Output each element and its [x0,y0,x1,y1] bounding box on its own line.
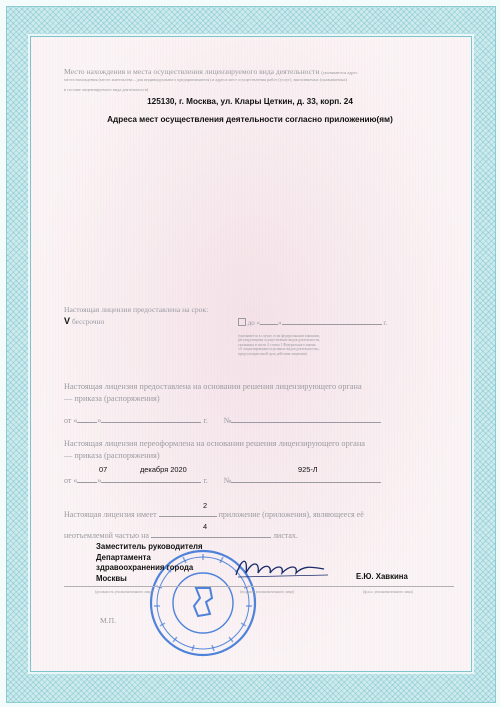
reissue-month-year: декабря 2020 [140,465,187,474]
term-until-quote: » [278,319,282,327]
position-line: Заместитель руководителя [96,542,203,551]
basis-day-field[interactable] [77,422,97,423]
reissue-quote: » [97,476,102,485]
term-month-field[interactable] [282,324,382,325]
basis-year: г. [203,416,208,425]
term-hint-line: регулирующими осуществление видов деятельности, [238,338,320,343]
attachments-text-b: приложение (приложения), являющееся её [218,510,364,519]
position-line: здравоохранения города [96,563,194,572]
reissue-text-1: Настоящая лицензия переоформлена на основании решения лицензирующего органа [64,439,365,448]
attachments-pages-field[interactable] [151,537,271,538]
term-hint-line: предусмотрен иной срок действия лицензии) [238,351,307,356]
basis-number-label: № [223,416,232,425]
addresses-note: Адреса мест осуществления деятельности согласно приложению(ям) [107,115,393,124]
signature-baseline [64,586,454,588]
basis-month-field[interactable] [101,422,201,423]
attachments-pages: 4 [203,522,208,531]
reissue-month-field[interactable] [101,482,201,483]
signatory-name: Е.Ю. Хавкина [356,572,408,581]
basis-text-2: — приказа (распоряжения) [64,394,160,403]
location-title: Место нахождения и места осуществления лицензируемого вида деятельности [64,67,320,76]
attachments-count-field[interactable] [159,516,217,517]
coat-of-arms-icon [194,588,212,616]
reissue-section [64,438,444,462]
attachments-row-1 [64,510,444,519]
location-hint-3: в составе лицензируемого вида деятельности) [64,87,149,92]
hint-position: (должность уполномоченного лица) [95,590,154,594]
basis-number-field[interactable] [231,422,381,423]
term-until-checkbox[interactable] [238,318,246,326]
location-section [64,67,444,76]
seal-place-label: М.П. [100,616,117,625]
reissue-number-label: № [223,476,232,485]
position-line: Департамента [96,552,151,562]
attachments-text-d: листах. [272,531,298,540]
term-hint-line: «О лицензировании отдельных видов деятельности», [238,347,320,352]
hint-name: (ф.и.о. уполномоченного лица) [363,590,413,594]
reissue-day: 07 [99,465,108,474]
signatory-position [96,542,203,584]
term-until-row [238,318,428,327]
term-hint-line: указанных в части 4 статьи 1 Федерального закона [238,342,316,347]
location-hint-2: места нахождения (место жительства – для индивидуального предпринимателя) и адреса мест осуществления работ (услуг), выполняемых (оказываемых) [64,77,348,82]
attachments-count: 2 [203,501,208,510]
term-day-field[interactable] [260,324,278,325]
term-hint [238,334,378,356]
term-until-year: г. [383,319,388,327]
reissue-number: 925-Л [298,465,318,474]
reissue-from: от « [64,476,78,485]
position-line: Москвы [96,573,127,583]
location-hint-1: (указываются адрес [321,70,358,75]
attachments-row-2 [64,531,444,540]
basis-text-1: Настоящая лицензия предоставлена на основании решения лицензирующего органа [64,382,362,391]
handwritten-signature [232,553,332,581]
term-until-prefix: до « [247,319,261,327]
attachments-text-c: неотъемлемой частью на [64,531,149,540]
basis-section [64,381,444,405]
basis-from: от « [64,416,78,425]
hint-signature: (подпись уполномоченного лица) [240,590,294,594]
reissue-number-field[interactable] [231,482,381,483]
basis-date-row [64,416,444,425]
attachments-text-a: Настоящая лицензия имеет [64,510,157,519]
reissue-year: г. [203,476,208,485]
term-indefinite: бессрочно [72,317,105,326]
reissue-text-2: — приказа (распоряжения) [64,451,160,460]
reissue-date-row [64,476,444,485]
term-hint-line: (указывается в случае, если федеральными законами, [238,334,320,338]
check-mark-icon: V [64,316,71,326]
term-label: Настоящая лицензия предоставлена на срок: [64,305,209,314]
reissue-day-field[interactable] [77,482,97,483]
term-indefinite-row [64,316,104,326]
basis-quote: » [97,416,102,425]
license-address: 125130, г. Москва, ул. Клары Цеткин, д. 33, корп. 24 [147,97,353,106]
